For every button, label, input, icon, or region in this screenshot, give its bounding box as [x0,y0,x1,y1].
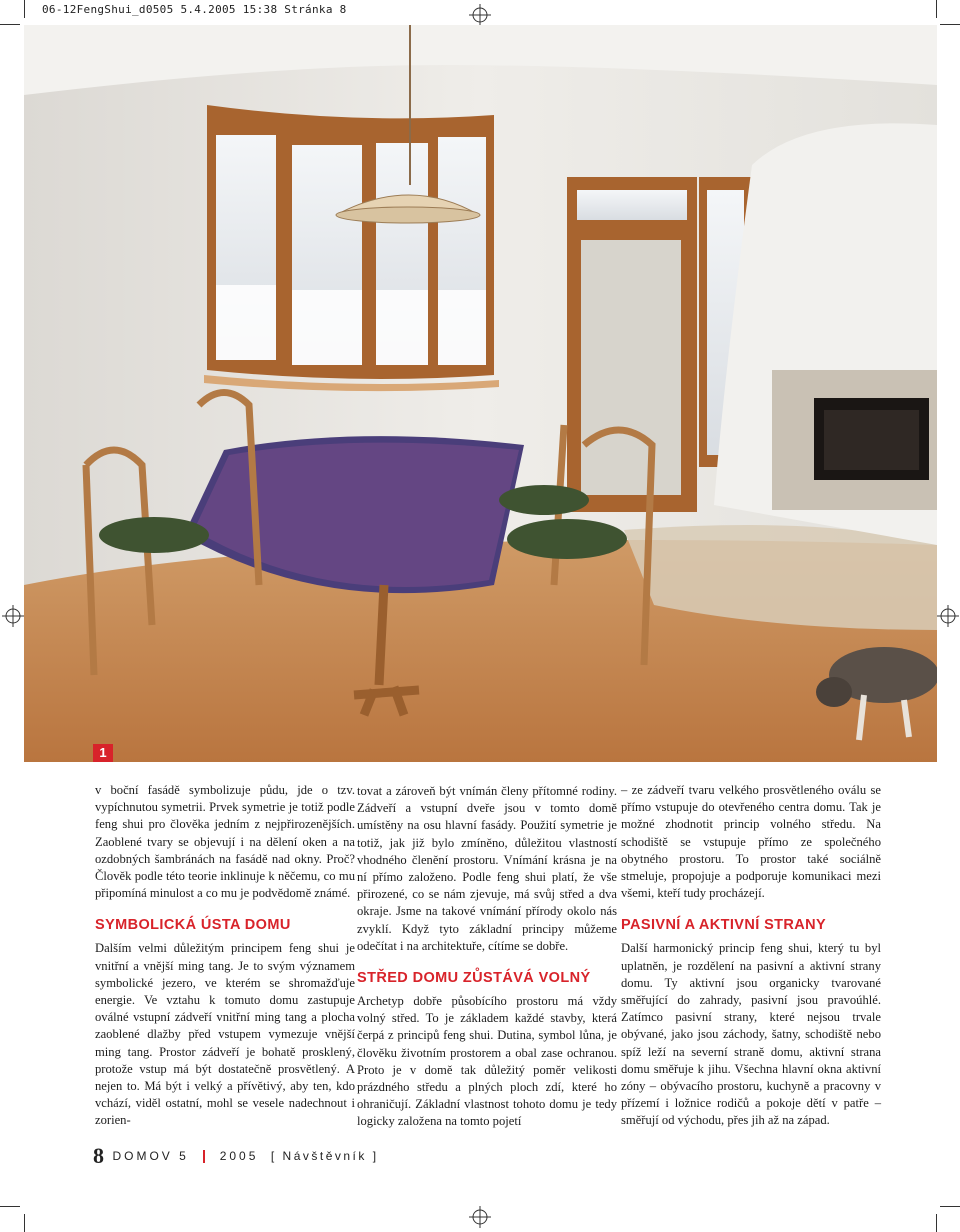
crop-mark [24,1214,25,1232]
text-column-1 [95,782,355,1144]
crop-mark [0,1206,20,1207]
paragraph: Dalším velmi důležitým principem feng shui je vnitřní a vnější ming tang. Je to svým významem symbolické jezero, ve kterém se shromažďuje energie. Ve vztahu k tomuto domu zastupuje oválné vstupní zádveří vnitřní ming tang a plocha zaoblené dlažby před vstupem vymezuje vnější ming tang. Prostor zádveří je bohatě prosklený, protože vstup má být dostatečně prosvětlený. A nejen to. Má být i velký a přívětivý, aby ten, kdo vchází, viděl ostatní, mohl se vesele nadechnout i zorien- [95,941,355,1128]
bay-window [204,105,499,391]
folio-divider [203,1150,205,1163]
section-heading: STŘED DOMU ZŮSTÁVÁ VOLNÝ [357,970,591,987]
section-name: [ Návštěvník ] [270,1149,379,1163]
page-number: 8 [93,1143,104,1168]
crop-mark [0,24,20,25]
page-folio [93,1143,379,1169]
issue-year: 2005 [219,1149,259,1163]
print-slug: 06-12FengShui_d0505 5.4.2005 15:38 Stránka 8 [42,3,347,16]
crop-mark [936,0,937,18]
interior-photo [24,25,937,762]
paragraph: – ze zádveří tvaru velkého prosvětleného oválu se přímo vstupuje do otevřeného centra domu. Tak je možné zhodnotit princip volného středu. Na schodiště se vstupuje přímo ze společného obytného prostoru. To prostor také sociálně stmeluje, propojuje a podporuje komunikaci mezi všemi, kteří tudy procházejí. [621,783,881,901]
registration-mark-icon [2,605,24,627]
text-column-2 [357,783,617,1145]
registration-mark-icon [469,1206,491,1228]
paragraph: v boční fasádě symbolizuje půdu, jde o tzv. vypíchnutou symetrii. Prvek symetrie je totiž podle feng shui pro člověka jedním z nejpřirozenějších. Zaoblené tvary se objevují i na dělení oken a na ozdobných šambránách na fasádě nad okny. Proč? Člověk podle této teorie inklinuje k něčemu, co mu připomíná minulost a co mu je podvědomě známé. [95,783,355,901]
crop-mark [940,1206,960,1207]
magazine-name: DOMOV 5 [112,1149,189,1163]
paragraph: Archetyp dobře působícího prostoru má vždy volný střed. To je základem každé stavby, která čerpá z principů feng shui. Dutina, symbol lůna, je člověku životním prostorem a obal zase ochranou. Proto je v domě tak důležitý poměr velikosti prázdného středu a plných ploch zdí, které ho ohraničují. Základní vlastnost tohoto domu je tedy logicky založena na tomto pojetí [357,994,617,1129]
paragraph: Další harmonický princip feng shui, který tu byl uplatněn, je rozdělení na pasivní a aktivní strany domu. Ty aktivní jsou organicky tvarované směřující do zahrady, pasivní jsou pravoúhlé. Zatímco pasivní strany, které nejsou trvale obývané, jako jsou záchody, šatny, schodiště nebo spíž leží na severní straně domu, aktivní strana domu směřuje k jihu. Všechna hlavní okna aktivní zóny – obývacího prostoru, kuchyně a pracovny v přízemí i ložnice rodičů a pokoje dětí v patře – směřují od východu, přes jih až na západ. [621,941,881,1128]
registration-mark-icon [937,605,959,627]
crop-mark [940,24,960,25]
section-heading: PASIVNÍ A AKTIVNÍ STRANY [621,917,827,934]
crop-mark [936,1214,937,1232]
text-column-3 [621,782,881,1144]
crop-mark [24,0,25,18]
registration-mark-icon [469,4,491,26]
photo-number-badge: 1 [93,744,113,762]
section-heading: SYMBOLICKÁ ÚSTA DOMU [95,917,291,934]
paragraph: tovat a zároveň být vnímán členy přítomné rodiny. Zádveří a vstupní dveře jsou v tomto domě umístěny na osu hlavní fasády. Použití symetrie je totiž, jak již bylo zmíněno, důležitou vlastností vhodného členění prostoru. Vnímání krásna je na ní přímo založeno. Podle feng shui platí, že vše přirozené, co se nám zjevuje, má svůj střed a dva okraje. Jsme na takové vnímání přírody okolo nás zvyklí. Když tyto základní principy můžeme odečítat i na architektuře, cítíme se dobře. [357,784,617,953]
